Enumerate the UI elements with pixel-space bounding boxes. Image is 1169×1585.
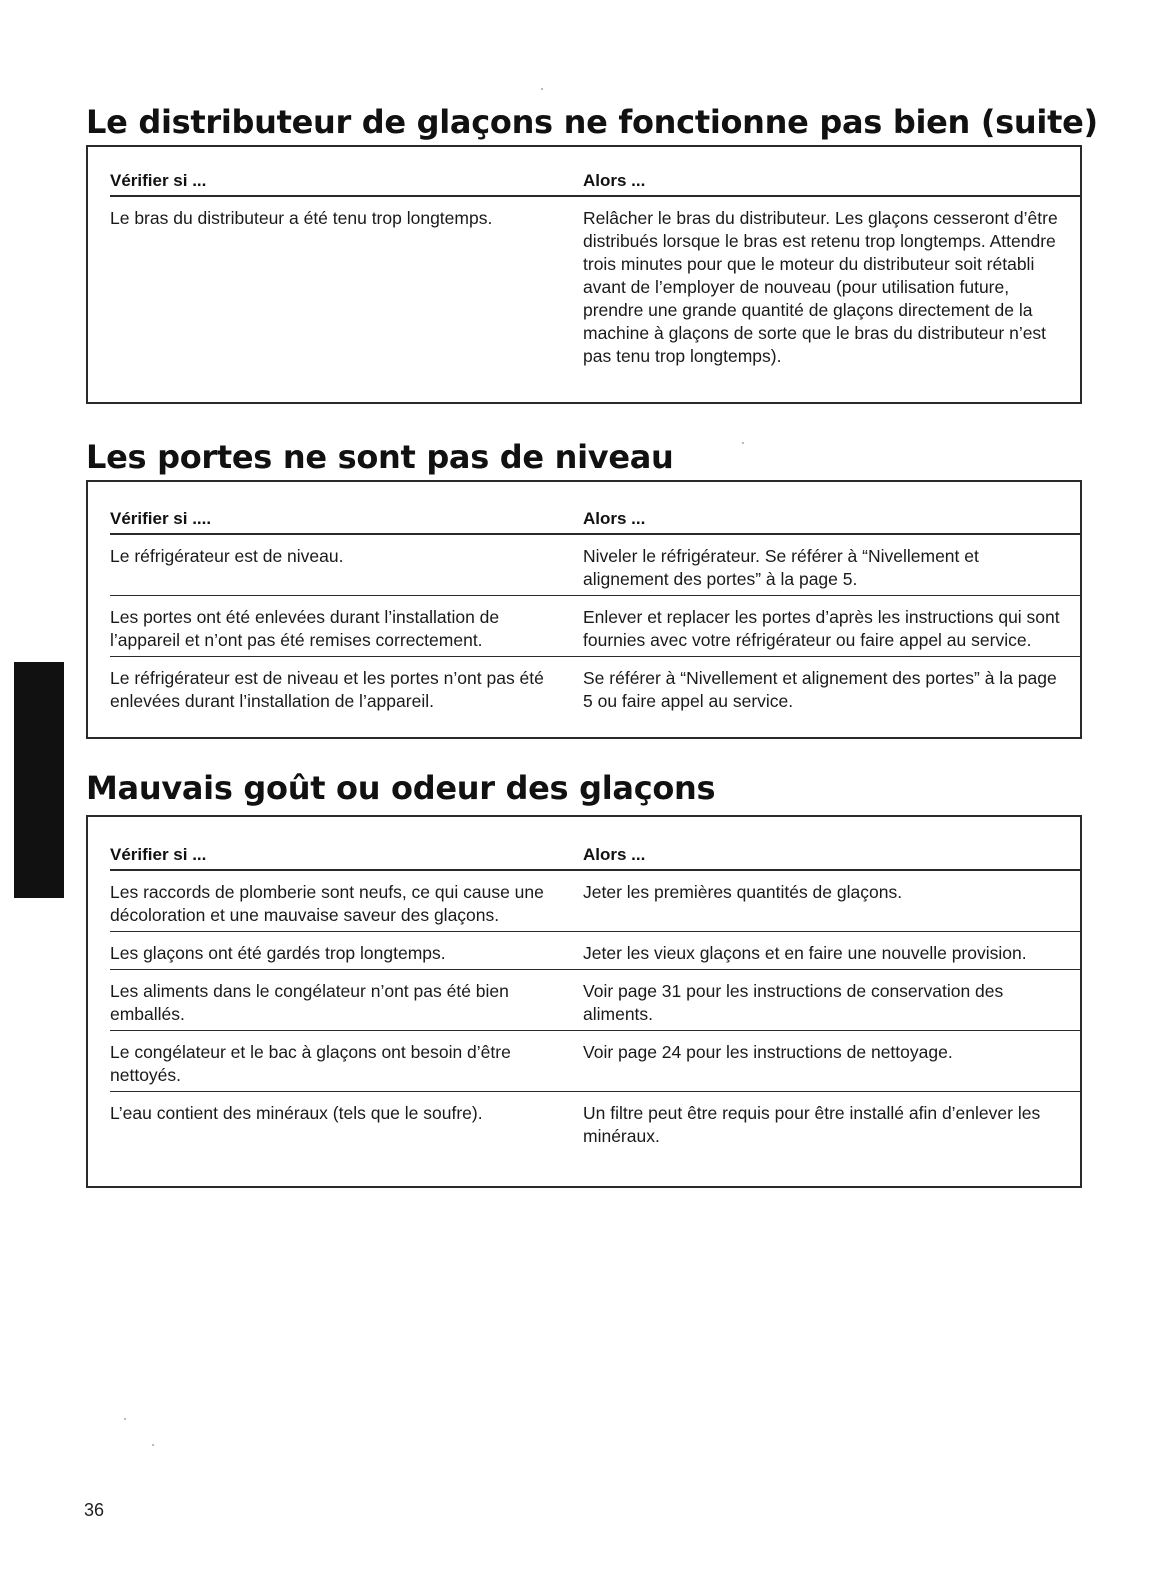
row-check: Les glaçons ont été gardés trop longtemps. (110, 943, 446, 963)
header-then: Alors ... (583, 845, 646, 864)
section-title-ice-taste: Mauvais goût ou odeur des glaçons (86, 769, 716, 807)
header-check: Vérifier si ... (110, 845, 207, 864)
row-check: Les raccords de plomberie sont neufs, ce qui cause une décoloration et une mauvaise saveur des glaçons. (110, 882, 544, 925)
table-row (110, 535, 1080, 595)
row-check: Le congélateur et le bac à glaçons ont besoin d’être nettoyés. (110, 1042, 511, 1085)
row-then: Voir page 31 pour les instructions de conservation des aliments. (583, 981, 1004, 1024)
scan-speck (152, 1444, 154, 1446)
row-check: L’eau contient des minéraux (tels que le soufre). (110, 1103, 483, 1123)
row-then: Enlever et replacer les portes d’après les instructions qui sont fournies avec votre réfrigérateur ou faire appel au service. (583, 607, 1060, 650)
header-check: Vérifier si .... (110, 509, 212, 528)
table-dispenser (86, 145, 1082, 404)
scan-speck (541, 88, 543, 90)
side-tab-marker (14, 662, 64, 898)
table-row (110, 595, 1080, 656)
row-check: Les aliments dans le congélateur n’ont pas été bien emballés. (110, 981, 509, 1024)
page-number: 36 (84, 1500, 105, 1520)
row-then: Jeter les vieux glaçons et en faire une nouvelle provision. (583, 943, 1027, 963)
row-then: Niveler le réfrigérateur. Se référer à “Nivellement et alignement des portes” à la page 5. (583, 546, 979, 589)
table-header (110, 171, 1080, 197)
table-header (110, 845, 1080, 871)
row-then: Voir page 24 pour les instructions de nettoyage. (583, 1042, 953, 1062)
section-title-doors: Les portes ne sont pas de niveau (86, 438, 674, 476)
table-row (110, 871, 1080, 931)
row-then: Jeter les premières quantités de glaçons. (583, 882, 903, 902)
row-check: Le réfrigérateur est de niveau. (110, 546, 344, 566)
header-then: Alors ... (583, 171, 646, 190)
table-header (110, 509, 1080, 535)
row-then: Relâcher le bras du distributeur. Les glaçons cesseront d’être distribués lorsque le bras est retenu trop longtemps. Attendre trois minutes pour que le moteur du distributeur soit rétabli avant de l’employer de nouveau (pour utilisation future, prendre une grande quantité de glaçons directement de la machine à glaçons de sorte que le bras du distributeur n’est pas tenu trop longtemps). (583, 208, 1058, 366)
table-row (110, 656, 1080, 717)
scan-speck (124, 1418, 126, 1420)
header-then: Alors ... (583, 509, 646, 528)
section-title-dispenser: Le distributeur de glaçons ne fonctionne pas bien (suite) (86, 103, 1098, 141)
row-then: Se référer à “Nivellement et alignement des portes” à la page 5 ou faire appel au service. (583, 668, 1057, 711)
table-ice-taste (86, 815, 1082, 1188)
row-then: Un filtre peut être requis pour être installé afin d’enlever les minéraux. (583, 1103, 1041, 1146)
row-check: Le bras du distributeur a été tenu trop longtemps. (110, 208, 493, 228)
table-row (110, 197, 1080, 372)
table-row (110, 1091, 1080, 1152)
table-row (110, 969, 1080, 1030)
scan-speck (742, 442, 744, 444)
row-check: Les portes ont été enlevées durant l’installation de l’appareil et n’ont pas été remises correctement. (110, 607, 500, 650)
table-doors (86, 480, 1082, 739)
row-check: Le réfrigérateur est de niveau et les portes n’ont pas été enlevées durant l’installation de l’appareil. (110, 668, 544, 711)
table-row (110, 931, 1080, 969)
table-row (110, 1030, 1080, 1091)
header-check: Vérifier si ... (110, 171, 207, 190)
